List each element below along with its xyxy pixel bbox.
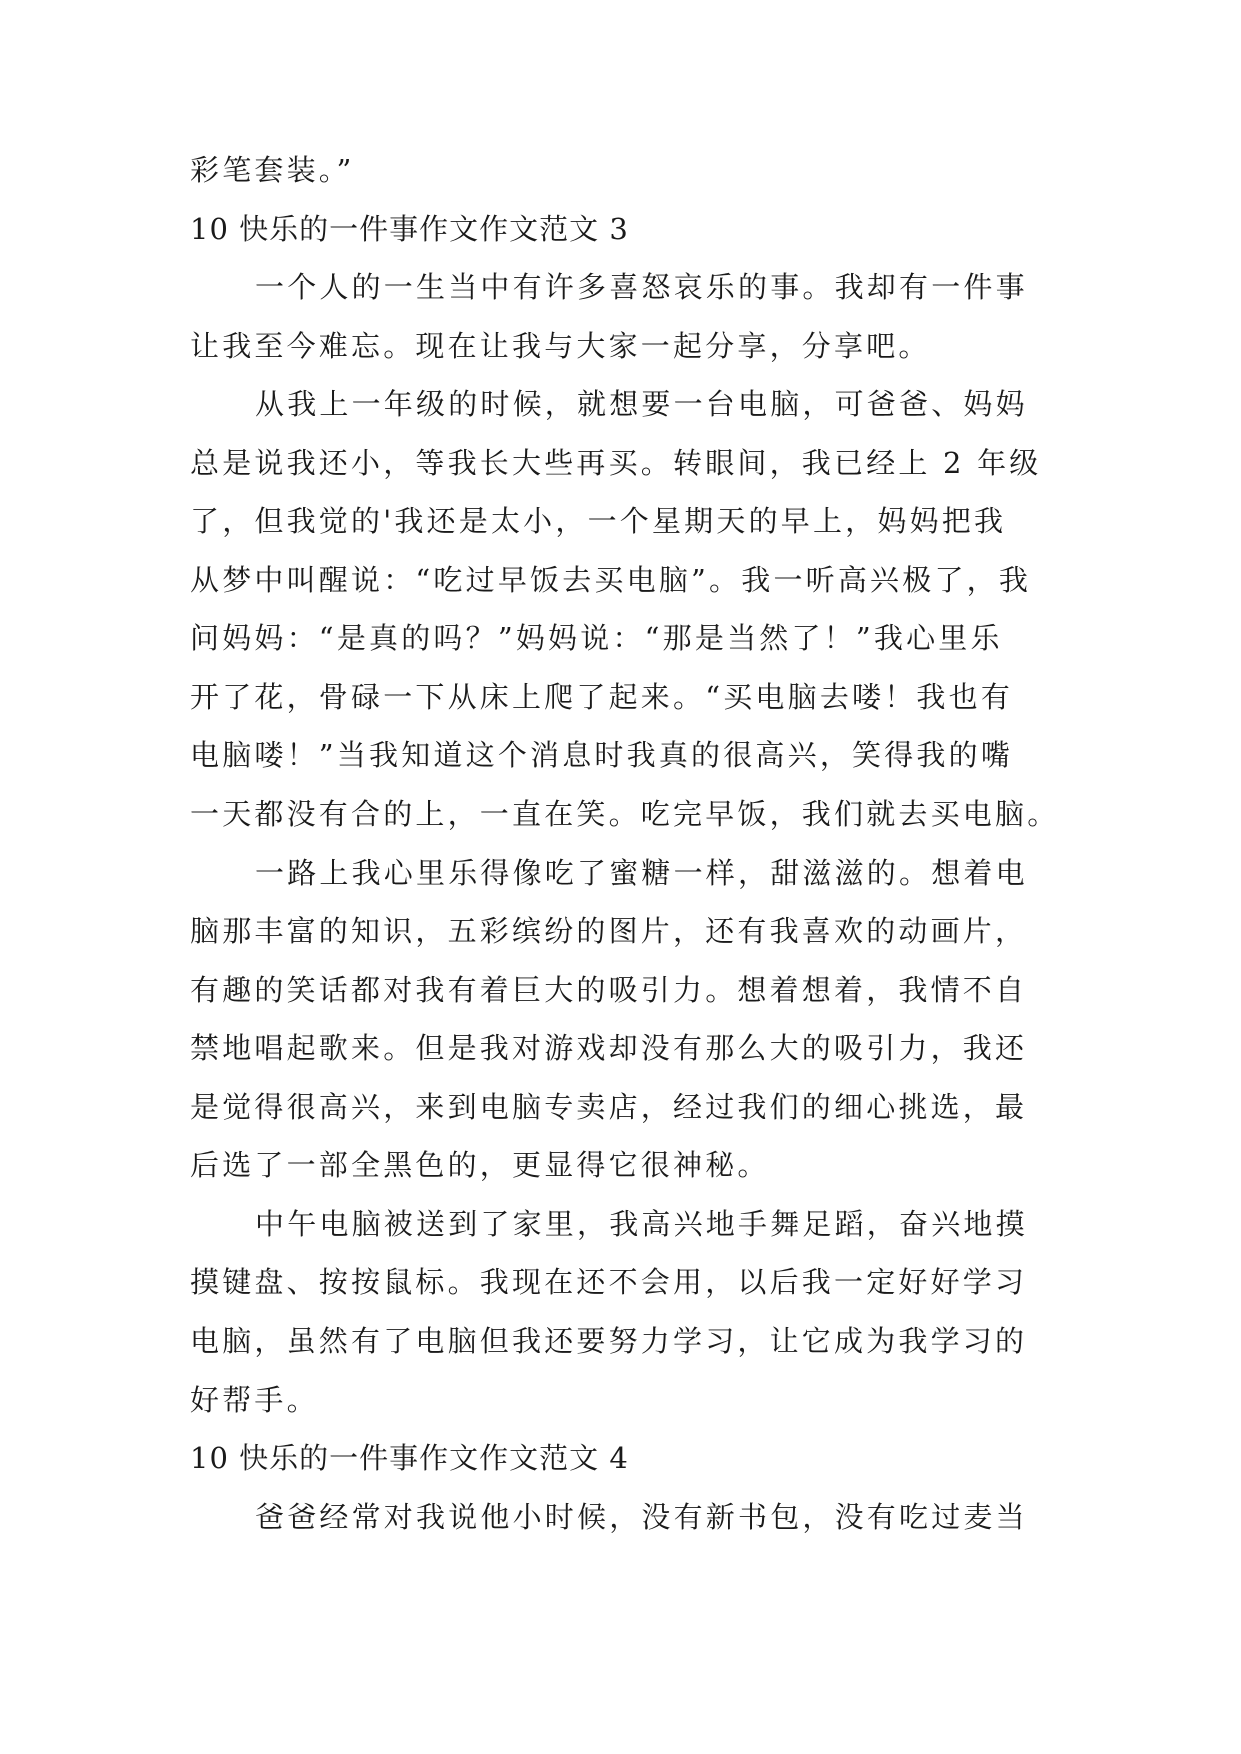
paragraph-line: 从我上一年级的时候，就想要一台电脑，可爸爸、妈妈: [255, 387, 1028, 421]
paragraph-line: 中午电脑被送到了家里，我高兴地手舞足蹈，奋兴地摸: [255, 1207, 1028, 1241]
paragraph-line: 一天都没有合的上，一直在笑。吃完早饭，我们就去买电脑。: [190, 797, 1060, 831]
paragraph-line: 从梦中叫醒说：“吃过早饭去买电脑”。我一听高兴极了，我: [190, 563, 1032, 597]
section-heading: 10 快乐的一件事作文作文范文 3: [190, 212, 629, 246]
paragraph-line: 总是说我还小，等我长大些再买。转眼间，我已经上 2 年级: [190, 446, 1042, 480]
section-heading: 10 快乐的一件事作文作文范文 4: [190, 1441, 629, 1475]
paragraph-line: 脑那丰富的知识，五彩缤纷的图片，还有我喜欢的动画片，: [190, 914, 1028, 948]
paragraph-line: 电脑喽！”当我知道这个消息时我真的很高兴，笑得我的嘴: [190, 738, 1014, 772]
paragraph-line: 了，但我觉的'我还是太小，一个星期天的早上，妈妈把我: [190, 504, 1007, 538]
paragraph-line: 爸爸经常对我说他小时候，没有新书包，没有吃过麦当: [255, 1500, 1028, 1534]
paragraph-line: 摸键盘、按按鼠标。我现在还不会用，以后我一定好好学习: [190, 1265, 1028, 1299]
paragraph-line: 禁地唱起歌来。但是我对游戏却没有那么大的吸引力，我还: [190, 1031, 1028, 1065]
paragraph-line: 问妈妈：“是真的吗？”妈妈说：“那是当然了！”我心里乐: [190, 621, 1003, 655]
paragraph-line: 后选了一部全黑色的，更显得它很神秘。: [190, 1148, 770, 1182]
paragraph-line: 电脑，虽然有了电脑但我还要努力学习，让它成为我学习的: [190, 1324, 1028, 1358]
paragraph-line: 一路上我心里乐得像吃了蜜糖一样，甜滋滋的。想着电: [255, 856, 1028, 890]
paragraph-line: 一个人的一生当中有许多喜怒哀乐的事。我却有一件事: [255, 270, 1028, 304]
paragraph-line: 开了花，骨碌一下从床上爬了起来。“买电脑去喽！我也有: [190, 680, 1014, 714]
paragraph-line: 好帮手。: [190, 1383, 319, 1417]
paragraph-line: 彩笔套装。”: [190, 153, 355, 187]
paragraph-line: 让我至今难忘。现在让我与大家一起分享，分享吧。: [190, 329, 931, 363]
paragraph-line: 有趣的笑话都对我有着巨大的吸引力。想着想着，我情不自: [190, 973, 1028, 1007]
paragraph-line: 是觉得很高兴，来到电脑专卖店，经过我们的细心挑选，最: [190, 1090, 1028, 1124]
